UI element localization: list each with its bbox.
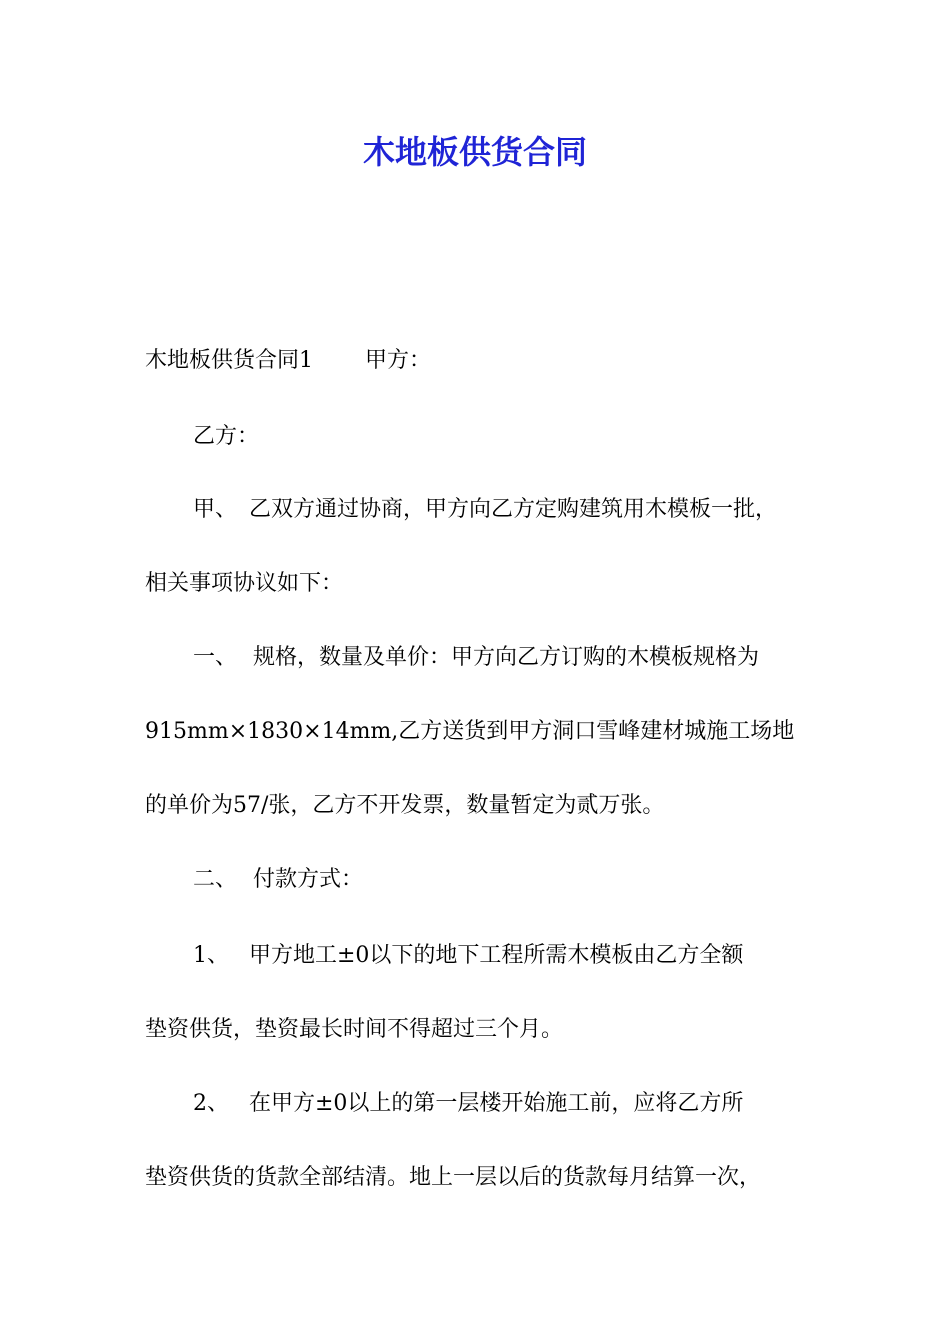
contract-heading-label: 木地板供货合同1 bbox=[145, 348, 313, 373]
intro-line-2: 相关事项协议如下： bbox=[145, 571, 344, 596]
party-b-line bbox=[193, 421, 873, 453]
intro-prefix: 甲、 bbox=[193, 497, 238, 522]
section-1-line-2: 915mm×1830×14mm,乙方送货到甲方洞口雪峰建材城施工场地 bbox=[145, 719, 795, 744]
intro-line-1 bbox=[193, 494, 873, 526]
document-title: 木地板供货合同 bbox=[362, 133, 587, 171]
party-b-label: 乙方： bbox=[193, 424, 260, 449]
section-1-number: 一、 bbox=[193, 645, 238, 670]
heading-line bbox=[145, 345, 825, 377]
item-2-line-1 bbox=[193, 1088, 873, 1120]
section-1-line-3: 的单价为57/张，乙方不开发票，数量暂定为贰万张。 bbox=[145, 793, 665, 818]
item-1-number: 1、 bbox=[193, 943, 229, 968]
item-2-number: 2、 bbox=[193, 1091, 229, 1116]
section-1-text: 规格，数量及单价：甲方向乙方订购的木模板规格为 bbox=[253, 645, 760, 670]
section-1-line-1 bbox=[193, 642, 873, 674]
item-2-text: 在甲方±0以上的第一层楼开始施工前，应将乙方所 bbox=[249, 1091, 744, 1116]
section-2-number: 二、 bbox=[193, 867, 238, 892]
item-1-line-2: 垫资供货，垫资最长时间不得超过三个月。 bbox=[145, 1017, 564, 1042]
item-2-line-2: 垫资供货的货款全部结清。地上一层以后的货款每月结算一次， bbox=[145, 1165, 762, 1190]
intro-text: 乙双方通过协商，甲方向乙方定购建筑用木模板一批， bbox=[249, 497, 778, 522]
section-2-heading-line bbox=[193, 864, 873, 896]
party-a-label: 甲方： bbox=[365, 348, 432, 373]
item-1-line-1 bbox=[193, 940, 873, 972]
item-1-text: 甲方地工±0以下的地下工程所需木模板由乙方全额 bbox=[249, 943, 744, 968]
section-2-heading: 付款方式： bbox=[253, 867, 364, 892]
